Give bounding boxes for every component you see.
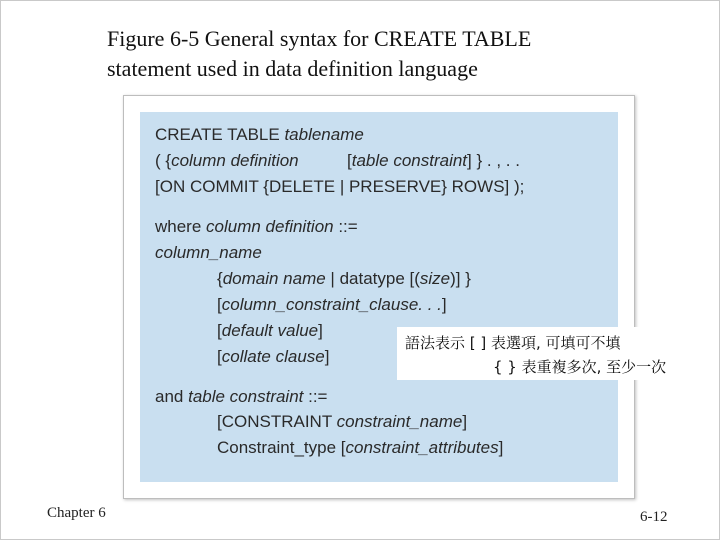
title-line-2: statement used in data definition language bbox=[107, 56, 478, 81]
footer-page-number: 6-12 bbox=[640, 509, 668, 525]
syntax-line-and-table-constraint: and table constraint ::= bbox=[155, 387, 328, 406]
syntax-line-collate-clause: [collate clause] bbox=[217, 347, 330, 366]
syntax-line-column-definition: ( {column definition bbox=[155, 151, 299, 170]
slide-title bbox=[107, 24, 667, 84]
title-line-1: Figure 6-5 General syntax for CREATE TABLE bbox=[107, 26, 532, 51]
syntax-line-constraint-type: Constraint_type [constraint_attributes] bbox=[217, 438, 504, 457]
footer-chapter: Chapter 6 bbox=[47, 505, 106, 521]
syntax-line-create-table: CREATE TABLE tablename bbox=[155, 125, 364, 144]
syntax-line-default-value: [default value] bbox=[217, 321, 323, 340]
syntax-note-line-1: 語法表示 [ ] 表選項, 可填可不填 bbox=[405, 334, 621, 352]
syntax-line-domain-name: {domain name | datatype [(size)] } bbox=[217, 269, 471, 288]
syntax-note-line-2: { } 表重複多次, 至少一次 bbox=[493, 358, 667, 376]
syntax-line-constraint-name: [CONSTRAINT constraint_name] bbox=[217, 412, 468, 431]
syntax-line-column-name: column_name bbox=[155, 243, 262, 262]
syntax-line-column-constraint: [column_constraint_clause. . .] bbox=[217, 295, 447, 314]
syntax-line-where: where column definition ::= bbox=[155, 217, 358, 236]
syntax-line-table-constraint: [table constraint] } . , . . bbox=[347, 151, 520, 170]
syntax-line-on-commit: [ON COMMIT {DELETE | PRESERVE} ROWS] ); bbox=[155, 177, 525, 196]
